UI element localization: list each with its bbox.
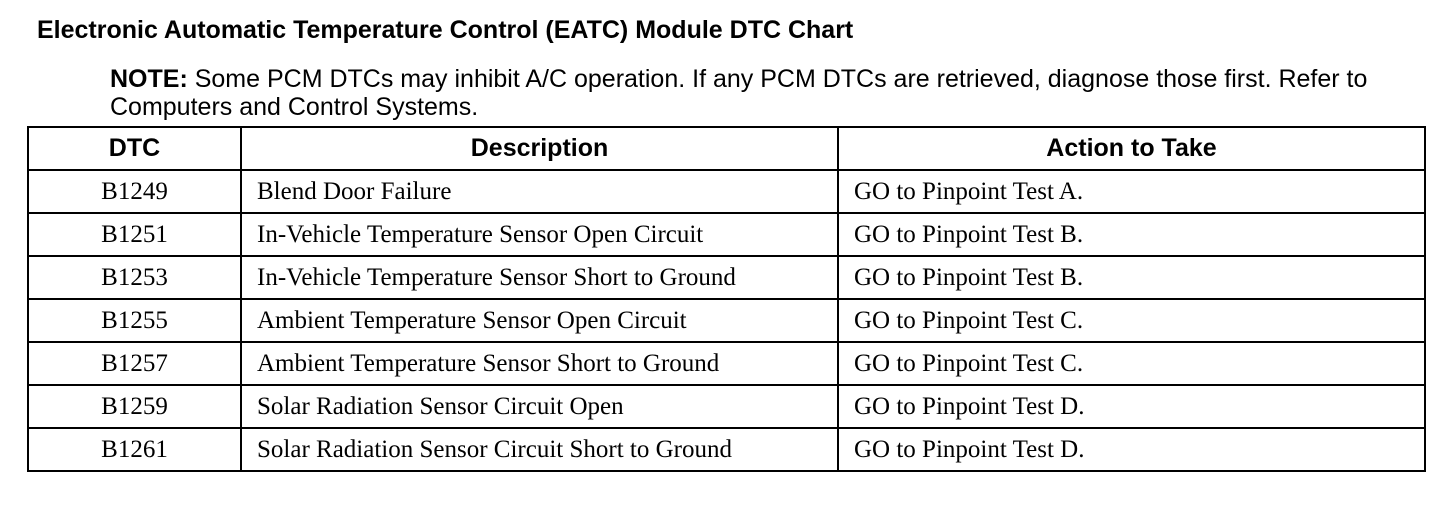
dtc-code: B1249 <box>28 170 241 213</box>
table-header-row <box>28 127 1425 170</box>
dtc-description: Solar Radiation Sensor Circuit Short to Ground <box>241 428 838 471</box>
dtc-action: GO to Pinpoint Test D. <box>838 428 1425 471</box>
header-description: Description <box>241 127 838 170</box>
dtc-description: Solar Radiation Sensor Circuit Open <box>241 385 838 428</box>
header-dtc: DTC <box>28 127 241 170</box>
dtc-description: Ambient Temperature Sensor Open Circuit <box>241 299 838 342</box>
table-row <box>28 428 1425 471</box>
dtc-action: GO to Pinpoint Test C. <box>838 342 1425 385</box>
dtc-table <box>27 126 1426 472</box>
dtc-code: B1257 <box>28 342 241 385</box>
table-row <box>28 256 1425 299</box>
dtc-code: B1261 <box>28 428 241 471</box>
note-paragraph <box>110 65 1410 121</box>
note-text: Some PCM DTCs may inhibit A/C operation. If any PCM DTCs are retrieved, diagnose those first. Refer to Computers and Control Systems. <box>110 65 1368 121</box>
dtc-description: In-Vehicle Temperature Sensor Open Circuit <box>241 213 838 256</box>
dtc-code: B1253 <box>28 256 241 299</box>
dtc-code: B1251 <box>28 213 241 256</box>
dtc-action: GO to Pinpoint Test A. <box>838 170 1425 213</box>
dtc-code: B1259 <box>28 385 241 428</box>
note-label: NOTE: <box>110 65 188 93</box>
dtc-action: GO to Pinpoint Test B. <box>838 213 1425 256</box>
dtc-action: GO to Pinpoint Test B. <box>838 256 1425 299</box>
dtc-code: B1255 <box>28 299 241 342</box>
table-row <box>28 299 1425 342</box>
header-action: Action to Take <box>838 127 1425 170</box>
page-title: Electronic Automatic Temperature Control (EATC) Module DTC Chart <box>37 16 854 44</box>
dtc-action: GO to Pinpoint Test C. <box>838 299 1425 342</box>
table-row <box>28 213 1425 256</box>
dtc-description: In-Vehicle Temperature Sensor Short to Ground <box>241 256 838 299</box>
table-row <box>28 170 1425 213</box>
dtc-description: Ambient Temperature Sensor Short to Ground <box>241 342 838 385</box>
table-row <box>28 342 1425 385</box>
dtc-action: GO to Pinpoint Test D. <box>838 385 1425 428</box>
table-row <box>28 385 1425 428</box>
dtc-description: Blend Door Failure <box>241 170 838 213</box>
